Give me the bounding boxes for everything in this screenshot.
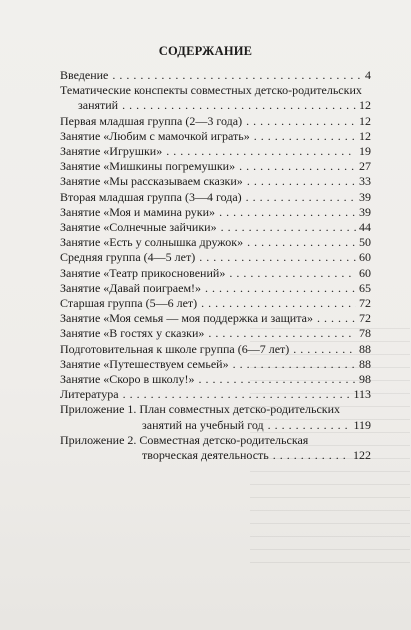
dot-leader: [120, 98, 356, 113]
toc-entry-page: 12: [359, 98, 371, 113]
dot-leader: [244, 114, 356, 129]
dot-leader: [245, 235, 356, 250]
toc-entry-line1: [60, 433, 371, 448]
table-of-contents: [60, 68, 371, 463]
toc-entry-page: 33: [359, 174, 371, 189]
toc-entry-title: Тематические конспекты совместных детско-родительских: [60, 83, 362, 98]
toc-entry-page: 122: [353, 448, 371, 463]
toc-entry: [60, 250, 371, 265]
toc-entry-title: Подготовительная к школе группа (6—7 лет): [60, 341, 290, 356]
toc-entry: [60, 129, 371, 144]
toc-entry-title: Занятие «Давай поиграем!»: [60, 280, 202, 295]
dot-leader: [217, 205, 356, 220]
toc-entry-title-cont: занятий: [78, 98, 119, 113]
toc-entry: [60, 296, 371, 311]
toc-entry-title: Занятие «В гостях у сказки»: [60, 326, 205, 341]
dot-leader: [219, 220, 356, 235]
dot-leader: [252, 129, 356, 144]
dot-leader: [121, 387, 351, 402]
toc-entry-page: 60: [359, 250, 371, 265]
toc-entry: [60, 326, 371, 341]
page-title: СОДЕРЖАНИЕ: [158, 44, 253, 58]
toc-entry-title: Занятие «Игрушки»: [60, 144, 163, 159]
toc-entry-page: 39: [359, 204, 371, 219]
dot-leader: [231, 357, 356, 372]
toc-entry: [60, 235, 371, 250]
dot-leader: [315, 311, 356, 326]
toc-entry-title: Занятие «Моя семья — моя поддержка и защита»: [60, 311, 313, 326]
toc-entry-title: Занятие «Есть у солнышка дружок»: [60, 235, 244, 250]
toc-entry-title: Приложение 2. Совместная детско-родительская: [60, 432, 309, 447]
toc-entry-title: Занятие «Мы рассказываем сказки»: [60, 174, 243, 189]
toc-entry-title: Занятие «Солнечные зайчики»: [60, 220, 217, 235]
toc-entry-line1: [60, 402, 371, 417]
toc-entry-page: 50: [359, 235, 371, 250]
toc-entry-page: 19: [359, 144, 371, 159]
dot-leader: [245, 174, 356, 189]
dot-leader: [206, 326, 356, 341]
toc-entry-page: 72: [359, 311, 371, 326]
dot-leader: [237, 159, 356, 174]
toc-entry: [60, 372, 371, 387]
dot-leader: [164, 144, 356, 159]
toc-entry-page: 12: [359, 128, 371, 143]
toc-entry: [60, 311, 371, 326]
toc-entry: [60, 98, 371, 113]
toc-entry: [60, 220, 371, 235]
toc-entry-page: 65: [359, 280, 371, 295]
toc-entry: [60, 144, 371, 159]
toc-entry: [60, 387, 371, 402]
toc-entry-page: 60: [359, 265, 371, 280]
dot-leader: [203, 281, 356, 296]
toc-entry-title: Средняя группа (4—5 лет): [60, 250, 196, 265]
toc-entry: [60, 174, 371, 189]
toc-entry-title: Старшая группа (5—6 лет): [60, 296, 198, 311]
toc-entry-title: Введение: [60, 68, 109, 82]
toc-entry-title: Приложение 1. План совместных детско-родительских: [60, 402, 341, 417]
toc-entry: [60, 68, 371, 83]
dot-leader: [266, 418, 351, 433]
toc-entry-page: 78: [359, 326, 371, 341]
toc-entry: [60, 266, 371, 281]
toc-entry: [60, 159, 371, 174]
toc-entry-title: Занятие «Мишкины погремушки»: [60, 159, 236, 174]
dot-leader: [291, 342, 356, 357]
toc-entry-page: 98: [359, 372, 371, 387]
toc-entry-line1: [60, 83, 371, 98]
dot-leader: [244, 190, 356, 205]
toc-entry-page: 44: [359, 220, 371, 235]
toc-entry-title: Занятие «Любим с мамочкой играть»: [60, 128, 250, 143]
toc-entry-page: 119: [353, 417, 371, 432]
toc-entry-title: Занятие «Моя и мамина руки»: [60, 204, 216, 219]
toc-entry-page: 27: [359, 159, 371, 174]
toc-entry-title: Литература: [60, 387, 119, 402]
toc-entry-title: Занятие «Путешествуем семьей»: [60, 356, 229, 371]
toc-entry-page: 4: [365, 68, 371, 82]
toc-entry: [60, 342, 371, 357]
dot-leader: [110, 68, 362, 83]
toc-entry-page: 88: [359, 356, 371, 371]
toc-entry: [60, 205, 371, 220]
toc-entry: [60, 357, 371, 372]
toc-entry-title: Занятие «Театр прикосновений»: [60, 265, 226, 280]
toc-entry: [60, 190, 371, 205]
toc-entry-title: Занятие «Скоро в школу!»: [60, 372, 195, 387]
dot-leader: [227, 266, 356, 281]
toc-entry-title: Первая младшая группа (2—3 года): [60, 113, 243, 128]
toc-entry-page: 39: [359, 189, 371, 204]
toc-entry-page: 12: [359, 113, 371, 128]
dot-leader: [196, 372, 356, 387]
dot-leader: [199, 296, 356, 311]
toc-entry: [60, 448, 371, 463]
toc-entry: [60, 281, 371, 296]
toc-entry-title-cont: занятий на учебный год: [142, 417, 264, 432]
dot-leader: [271, 448, 350, 463]
toc-entry-page: 113: [353, 387, 371, 402]
toc-entry: [60, 114, 371, 129]
dot-leader: [197, 250, 356, 265]
toc-entry-title-cont: творческая деятельность: [142, 448, 269, 463]
toc-entry-page: 72: [359, 296, 371, 311]
toc-entry-page: 88: [359, 341, 371, 356]
toc-entry-title: Вторая младшая группа (3—4 года): [60, 189, 242, 204]
toc-entry: [60, 418, 371, 433]
